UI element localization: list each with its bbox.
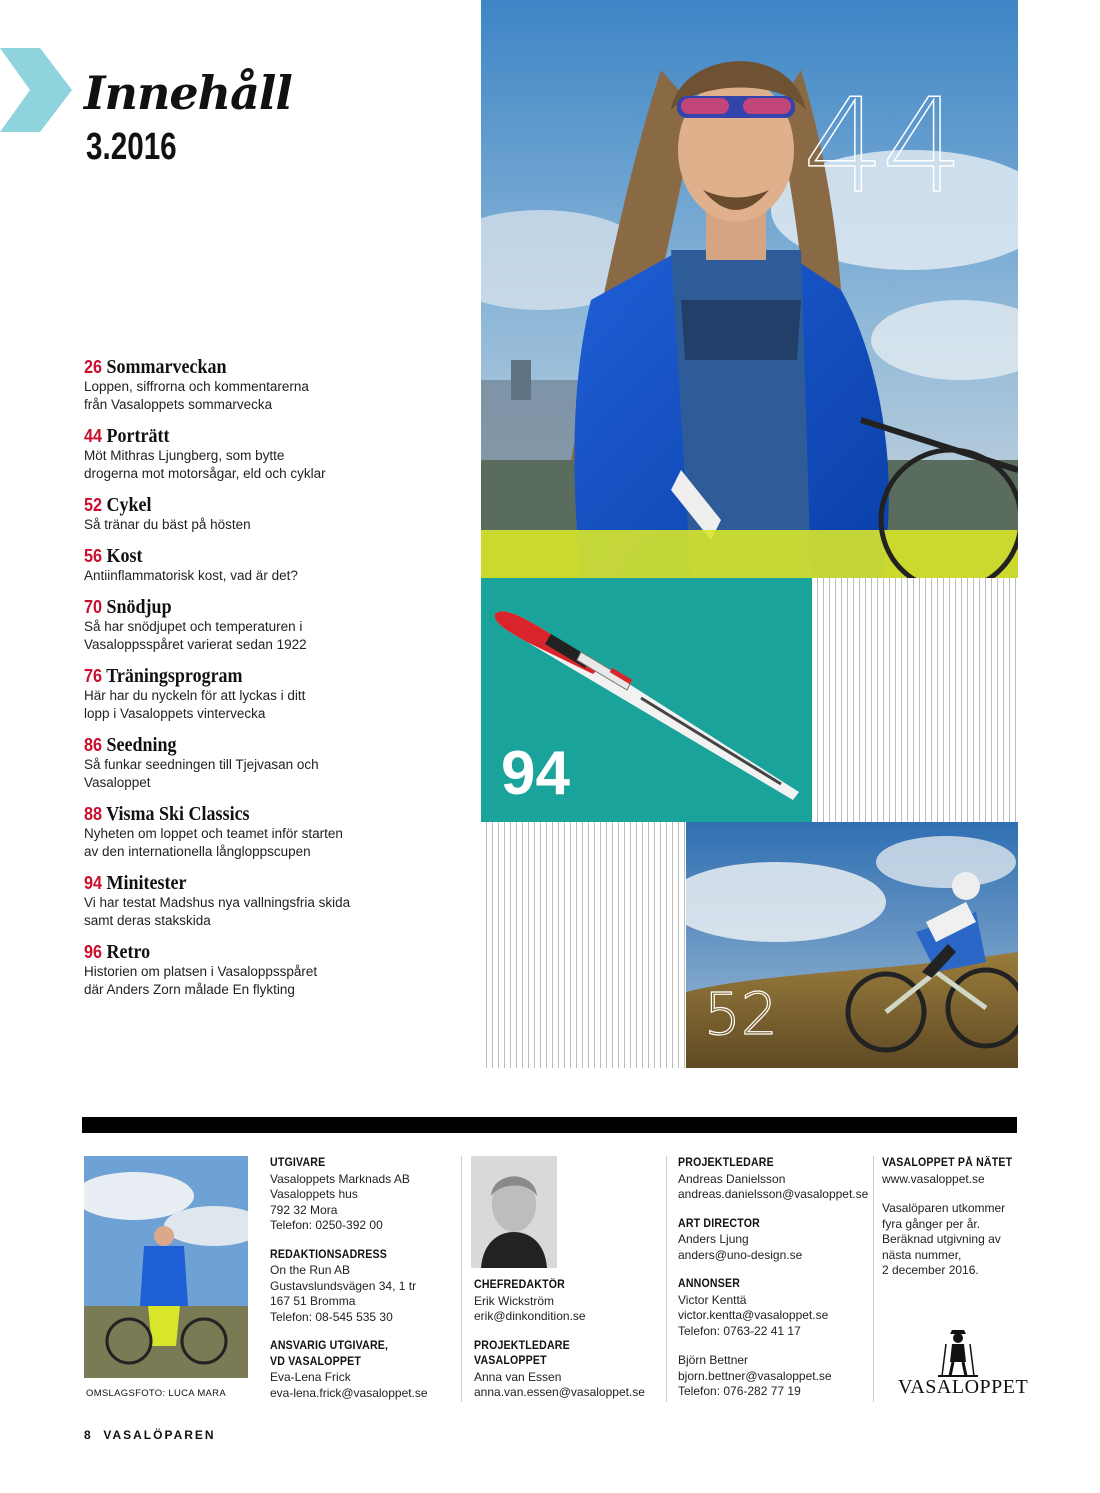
vasaloppet-logo	[898, 1330, 1029, 1406]
masthead-text: Erik Wickström erik@dinkondition.se	[474, 1293, 586, 1323]
toc-description: Vi har testat Madshus nya vallningsfria skida samt deras stakskida	[84, 895, 351, 928]
toc-page-number: 56	[84, 546, 103, 566]
toc-title: Porträtt	[106, 425, 170, 447]
toc-description: Nyheten om loppet och teamet inför starten av den internationella långloppscupen	[84, 826, 343, 859]
toc-description: Här har du nyckeln för att lyckas i ditt lopp i Vasaloppets vintervecka	[84, 688, 306, 721]
table-of-contents	[84, 356, 464, 1010]
column-divider	[873, 1156, 874, 1402]
stripe-decoration	[812, 578, 1018, 822]
toc-description: Loppen, siffrorna och kommentarerna från Vasaloppets sommarvecka	[84, 379, 309, 412]
chevron-arrow-icon	[0, 48, 72, 132]
toc-title: Träningsprogram	[106, 665, 243, 687]
issue-number: 3.2016	[86, 126, 177, 168]
toc-description: Så funkar seedningen till Tjejvasan och Vasaloppet	[84, 757, 319, 790]
toc-title: Retro	[106, 941, 151, 963]
toc-item[interactable]	[84, 734, 464, 792]
portrait-page-number: 44	[802, 70, 960, 222]
cover-credit: OMSLAGSFOTO: LUCA MARA	[86, 1388, 226, 1399]
toc-item[interactable]	[84, 425, 464, 483]
toc-description: Antiinflammatorisk kost, vad är det?	[84, 568, 298, 583]
toc-title: Minitester	[106, 872, 187, 894]
toc-item[interactable]	[84, 494, 464, 534]
toc-description: Så har snödjupet och temperaturen i Vasaloppsspåret varierat sedan 1922	[84, 619, 307, 652]
toc-description: Historien om platsen i Vasaloppsspåret där Anders Zorn målade En flykting	[84, 964, 318, 997]
page-title: Innehåll	[84, 66, 292, 120]
cover-thumbnail[interactable]	[84, 1156, 248, 1378]
masthead-text: Anders Ljung anders@uno-design.se	[678, 1232, 803, 1262]
ski-page-number: 94	[501, 739, 570, 808]
toc-item[interactable]	[84, 545, 464, 585]
masthead-text: Björn Bettner bjorn.bettner@vasaloppet.se Telefon: 076-282 77 19	[678, 1353, 832, 1398]
toc-page-number: 76	[84, 666, 103, 686]
cyclist-page-number: 52	[704, 980, 778, 1048]
toc-title: Kost	[106, 545, 143, 567]
editor-portrait-illustration	[471, 1156, 557, 1268]
ski-feature-panel[interactable]	[481, 578, 812, 822]
editor-portrait	[471, 1156, 557, 1268]
toc-title: Visma Ski Classics	[106, 803, 250, 825]
masthead-column-editor	[474, 1278, 659, 1415]
masthead-text: Victor Kenttä victor.kentta@vasaloppet.se Telefon: 0763-22 41 17	[678, 1292, 829, 1338]
toc-title: Seedning	[106, 734, 177, 756]
toc-item[interactable]	[84, 872, 464, 930]
masthead-column-web	[882, 1156, 1017, 1293]
toc-title: Sommarveckan	[106, 356, 227, 378]
masthead-heading: REDAKTIONSADRESS	[270, 1248, 387, 1261]
cyclist-photo[interactable]	[686, 822, 1018, 1068]
website-link[interactable]: www.vasaloppet.se	[882, 1171, 985, 1186]
masthead-text: Andreas Danielsson andreas.danielsson@vasaloppet.se	[678, 1171, 869, 1201]
toc-page-number: 26	[84, 357, 103, 377]
divider-bar	[82, 1117, 1017, 1133]
toc-title: Cykel	[106, 494, 152, 516]
page-footer	[84, 1428, 216, 1442]
toc-page-number: 96	[84, 942, 103, 962]
toc-page-number: 94	[84, 873, 103, 893]
masthead-heading: PROJEKTLEDARE VASALOPPET	[474, 1339, 570, 1367]
masthead-text: Vasalöparen utkommer fyra gånger per år. Beräknad utgivning av nästa nummer, 2 december 2016.	[882, 1201, 1006, 1277]
masthead-heading: PROJEKTLEDARE	[678, 1157, 774, 1169]
toc-item[interactable]	[84, 941, 464, 999]
logo-text: VASALOPPET	[898, 1376, 1029, 1398]
masthead-text: Eva-Lena Frick eva-lena.frick@vasaloppet.se	[270, 1370, 428, 1400]
toc-item[interactable]	[84, 665, 464, 723]
stripe-decoration	[481, 822, 686, 1068]
masthead-heading: ART DIRECTOR	[678, 1217, 760, 1230]
cover-photo-illustration	[84, 1156, 248, 1378]
masthead-heading: VASALOPPET PÅ NÄTET	[882, 1157, 1013, 1169]
portrait-photo[interactable]	[481, 0, 1018, 578]
masthead-heading: CHEFREDAKTÖR	[474, 1279, 565, 1291]
masthead-column-publisher	[270, 1156, 450, 1415]
publication-name: VASALÖPAREN	[103, 1428, 216, 1442]
column-divider	[666, 1156, 667, 1402]
masthead-text: Anna van Essen anna.van.essen@vasaloppet.se	[474, 1369, 645, 1399]
masthead-text: Vasaloppets Marknads AB Vasaloppets hus 792 32 Mora Telefon: 0250-392 00	[270, 1171, 410, 1232]
toc-page-number: 88	[84, 804, 103, 824]
toc-page-number: 44	[84, 426, 103, 446]
toc-item[interactable]	[84, 596, 464, 654]
masthead-heading: UTGIVARE	[270, 1157, 326, 1169]
toc-description: Så tränar du bäst på hösten	[84, 517, 251, 532]
toc-item[interactable]	[84, 803, 464, 861]
toc-page-number: 70	[84, 597, 103, 617]
toc-title: Snödjup	[106, 596, 172, 618]
page-number: 8	[84, 1428, 93, 1442]
toc-item[interactable]	[84, 356, 464, 414]
column-divider	[461, 1156, 462, 1402]
masthead-heading: ANNONSER	[678, 1278, 741, 1290]
masthead-text: On the Run AB Gustavslundsvägen 34, 1 tr 167 51 Bromma Telefon: 08-545 535 30	[270, 1263, 417, 1324]
toc-description: Möt Mithras Ljungberg, som bytte drogerna mot motorsågar, eld och cyklar	[84, 448, 326, 481]
masthead-column-staff	[678, 1156, 868, 1414]
skier-figure-icon	[898, 1330, 1018, 1378]
toc-page-number: 52	[84, 495, 103, 515]
toc-page-number: 86	[84, 735, 103, 755]
masthead-heading: ANSVARIG UTGIVARE, VD VASALOPPET	[270, 1340, 389, 1368]
